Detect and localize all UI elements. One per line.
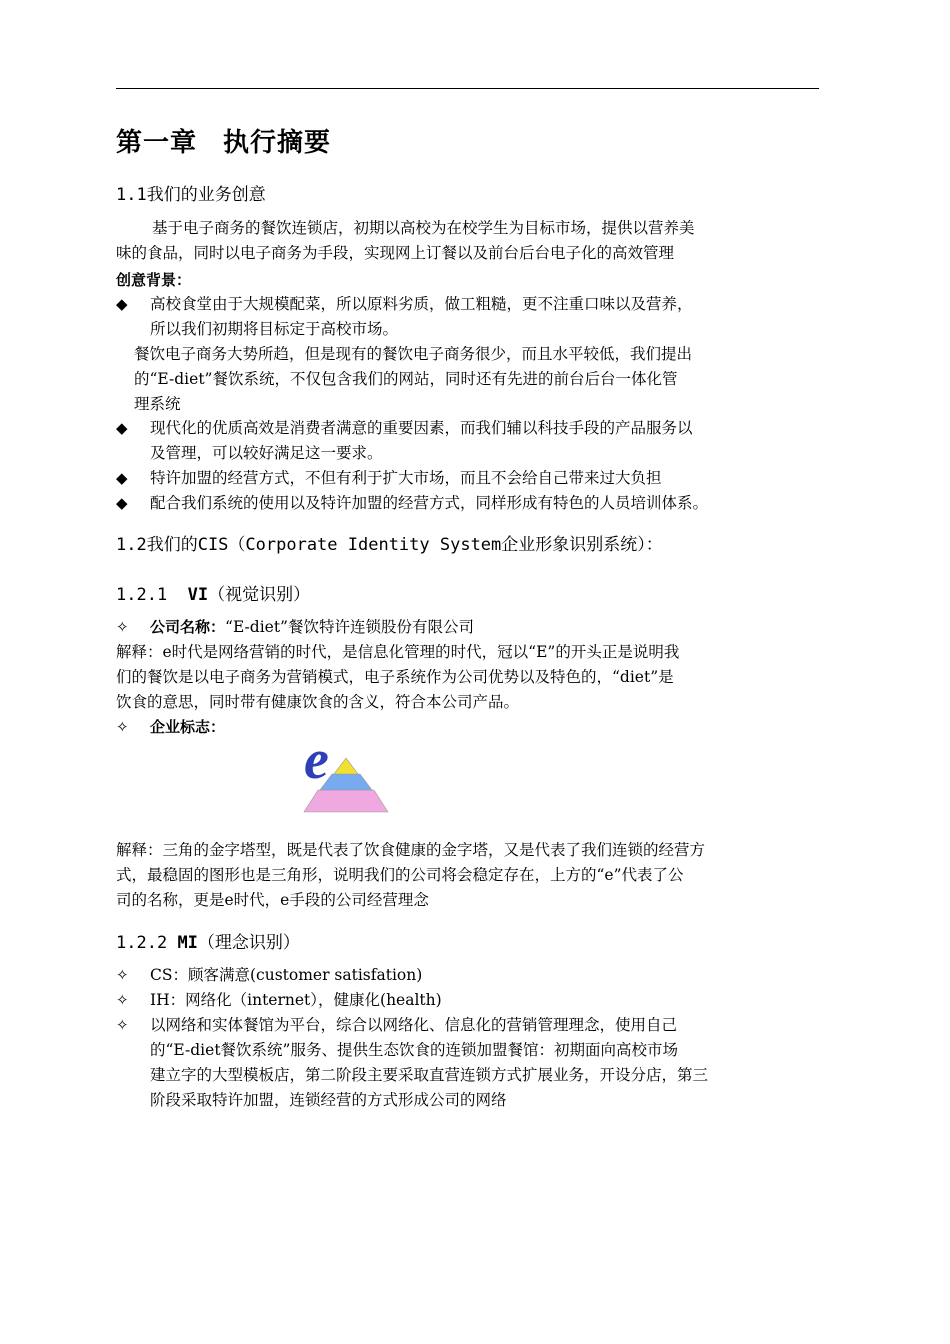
section-1-1-heading: 1.1我们的业务创意 [116,185,266,205]
header-rule [116,88,819,89]
bullet-item: ◆ 配合我们系统的使用以及特许加盟的经营方式，同样形成有特色的人员培训体系。 [116,491,836,516]
cs-item: ✧ CS：顾客满意(customer satisfation) [116,963,826,988]
philosophy-item: ✧ 以网络和实体餐馆为平台，综合以网络化、信息化的营销管理理念，使用自己 的“E-diet餐饮系统”服务、提供生态饮食的连锁加盟餐馆：初期面向高校市场 建立字的大型模板店，第二阶段主要采取直营连锁方式扩展业务，开设分店，第三 阶段采取特许加盟，连锁经营的方式形成公司的网络 [116,1013,826,1113]
plain-paragraph: 餐饮电子商务大势所趋，但是现有的餐饮电子商务很少，而且水平较低，我们提出 的“E-diet”餐饮系统，不仅包含我们的网站，同时还有先进的前台后台一体化管 理系统 [134,345,693,413]
chapter-number: 第一章 [116,128,198,158]
diamond-bullet-icon: ◆ [116,295,128,313]
section-1-2-1-heading: 1.2.1 VI（视觉识别） [116,585,311,605]
logo-tier-bottom [304,790,388,812]
logo-label-row: ✧ 企业标志： [116,715,826,740]
logo-e-letter: e [304,734,329,791]
diamond-bullet-icon: ◆ [116,469,128,487]
intro-paragraph [116,216,821,266]
bullet-item: ◆ 特许加盟的经营方式，不但有利于扩大市场，而且不会给自己带来过大负担 [116,466,826,491]
background-label: 创意背景： [116,271,192,289]
company-logo [300,734,392,816]
intro-line: 基于电子商务的餐饮连锁店，初期以高校为在校学生为目标市场，提供以营养美 [152,219,695,237]
star-bullet-icon: ✧ [116,1016,129,1034]
diamond-bullet-icon: ◆ [116,419,128,437]
section-1-2-2-heading: 1.2.2 MI（理念识别） [116,933,300,953]
ih-item: ✧ IH：网络化（internet），健康化(health) [116,988,826,1013]
explanation-1: 解释：e时代是网络营销的时代，是信息化管理的时代，冠以“E”的开头正是说明我 们的餐饮是以电子商务为营销模式，电子系统作为公司优势以及特色的，“diet”是 饮食的意思，同时带有健康饮食的含义，符合本公司产品。 [116,643,680,711]
chapter-title [116,122,821,159]
star-bullet-icon: ✧ [116,718,129,736]
section-1-2-heading: 1.2我们的CIS（Corporate Identity System企业形象识别系统）： [116,535,663,555]
bullet-item: ◆ 现代化的优质高效是消费者满意的重要因素，而我们辅以科技手段的产品服务以 及管理，可以较好满足这一要求。 [116,416,826,466]
star-bullet-icon: ✧ [116,966,129,984]
explanation-2: 解释：三角的金字塔型，既是代表了饮食健康的金字塔，又是代表了我们连锁的经营方 式，最稳固的图形也是三角形，说明我们的公司将会稳定存在，上方的“e”代表了公 司的名称，更是e时代，e手段的公司经营理念 [116,841,706,909]
intro-line: 味的食品，同时以电子商务为手段，实现网上订餐以及前台后台电子化的高效管理 [116,244,675,262]
company-name-row: ✧ 公司名称：“E-diet”餐饮特许连锁股份有限公司 [116,615,826,640]
star-bullet-icon: ✧ [116,991,129,1009]
bullet-item: ◆ 高校食堂由于大规模配菜，所以原料劣质，做工粗糙，更不注重口味以及营养， 所以我们初期将目标定于高校市场。 [116,292,826,342]
chapter-name: 执行摘要 [223,128,332,158]
diamond-bullet-icon: ◆ [116,494,128,512]
star-bullet-icon: ✧ [116,618,129,636]
logo-tier-top [334,758,358,774]
